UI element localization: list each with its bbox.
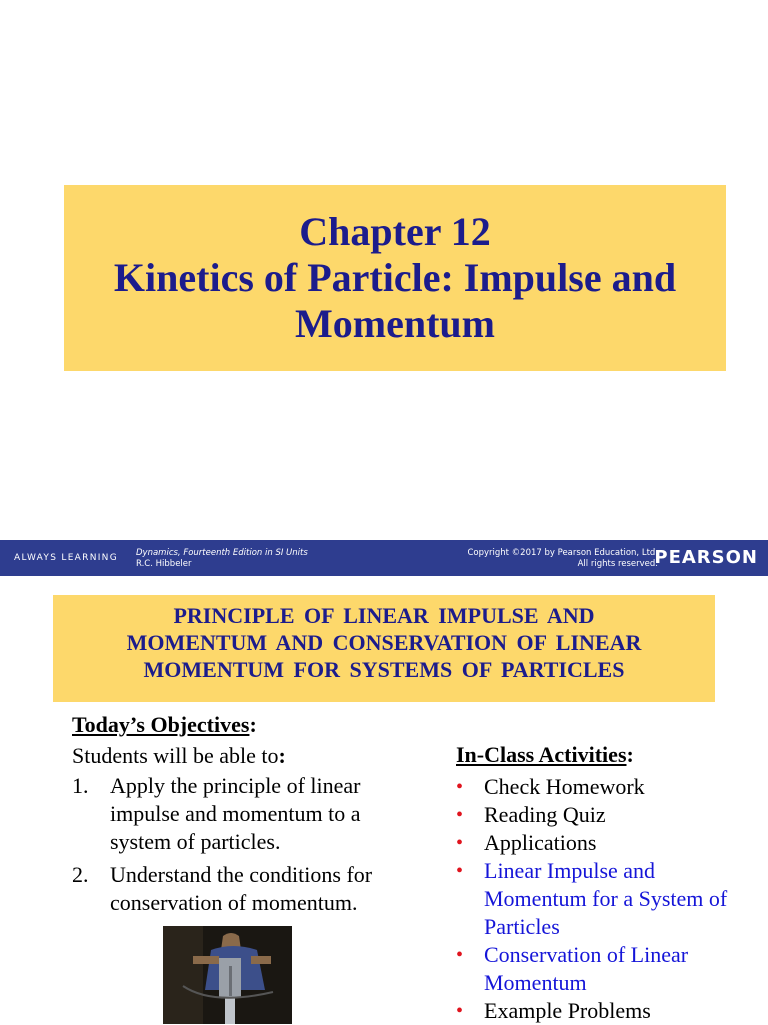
activities-heading-text: In-Class Activities	[456, 742, 627, 767]
objectives-slide	[0, 576, 768, 1024]
activity-item	[456, 857, 756, 941]
section-header-box	[53, 595, 715, 702]
title-line: Chapter 12	[299, 209, 491, 254]
activities-heading	[456, 742, 634, 768]
activity-text: Applications	[484, 830, 597, 855]
bullet-icon: •	[456, 776, 464, 798]
book-info	[136, 548, 308, 569]
objective-number: 2.	[72, 862, 89, 887]
slide-title	[64, 209, 726, 347]
worker-with-jackhammer-photo	[163, 926, 292, 1024]
objectives-list	[72, 772, 412, 922]
objectives-intro-text: Students will be able to	[72, 743, 279, 768]
title-line: Momentum	[295, 301, 495, 346]
bullet-icon: •	[456, 804, 464, 826]
bullet-icon: •	[456, 860, 464, 882]
activities-heading-colon: :	[626, 742, 634, 767]
activity-item	[456, 997, 756, 1025]
objective-item	[72, 772, 412, 856]
objectives-intro-colon: :	[278, 743, 286, 768]
objective-number: 1.	[72, 773, 89, 798]
objective-text: Apply the principle of linear impulse and momentum to a system of particles.	[110, 773, 361, 854]
bullet-icon: •	[456, 1000, 464, 1022]
bullet-icon: •	[456, 944, 464, 966]
title-box	[64, 185, 726, 371]
always-learning-label: ALWAYS LEARNING	[14, 553, 118, 563]
activity-item	[456, 941, 756, 997]
pearson-logo: PEARSON	[654, 547, 758, 568]
bullet-icon: •	[456, 832, 464, 854]
activities-list	[456, 773, 756, 1025]
objectives-heading-colon: :	[249, 712, 257, 737]
objective-text: Understand the conditions for conservation of momentum.	[110, 862, 373, 915]
objectives-intro	[72, 743, 286, 769]
book-title: Dynamics, Fourteenth Edition in SI Units	[136, 548, 308, 558]
title-line: Kinetics of Particle: Impulse and	[113, 255, 677, 300]
activity-item	[456, 801, 756, 829]
copyright-line: Copyright ©2017 by Pearson Education, Ltd.	[467, 548, 658, 558]
header-line: PRINCIPLE OF LINEAR IMPULSE AND	[173, 603, 595, 628]
header-line: MOMENTUM AND CONSERVATION OF LINEAR	[126, 630, 642, 655]
copyright-notice	[467, 548, 658, 569]
activity-text: Check Homework	[484, 774, 645, 799]
copyright-line: All rights reserved.	[577, 558, 658, 569]
activity-text: Reading Quiz	[484, 802, 606, 827]
objectives-heading-text: Today’s Objectives	[72, 712, 250, 737]
section-header	[53, 602, 715, 683]
objectives-heading	[72, 712, 257, 738]
header-line: MOMENTUM FOR SYSTEMS OF PARTICLES	[143, 657, 625, 682]
footer-bar	[0, 540, 768, 576]
activity-item	[456, 773, 756, 801]
activity-text: Linear Impulse and Momentum for a System of Particles	[484, 858, 728, 939]
activity-text: Conservation of Linear Momentum	[484, 942, 689, 995]
book-author: R.C. Hibbeler	[136, 558, 192, 569]
activity-text: Example Problems	[484, 998, 651, 1023]
jackhammer-illustration	[163, 926, 292, 1024]
activity-item	[456, 829, 756, 857]
objective-item	[72, 861, 412, 917]
